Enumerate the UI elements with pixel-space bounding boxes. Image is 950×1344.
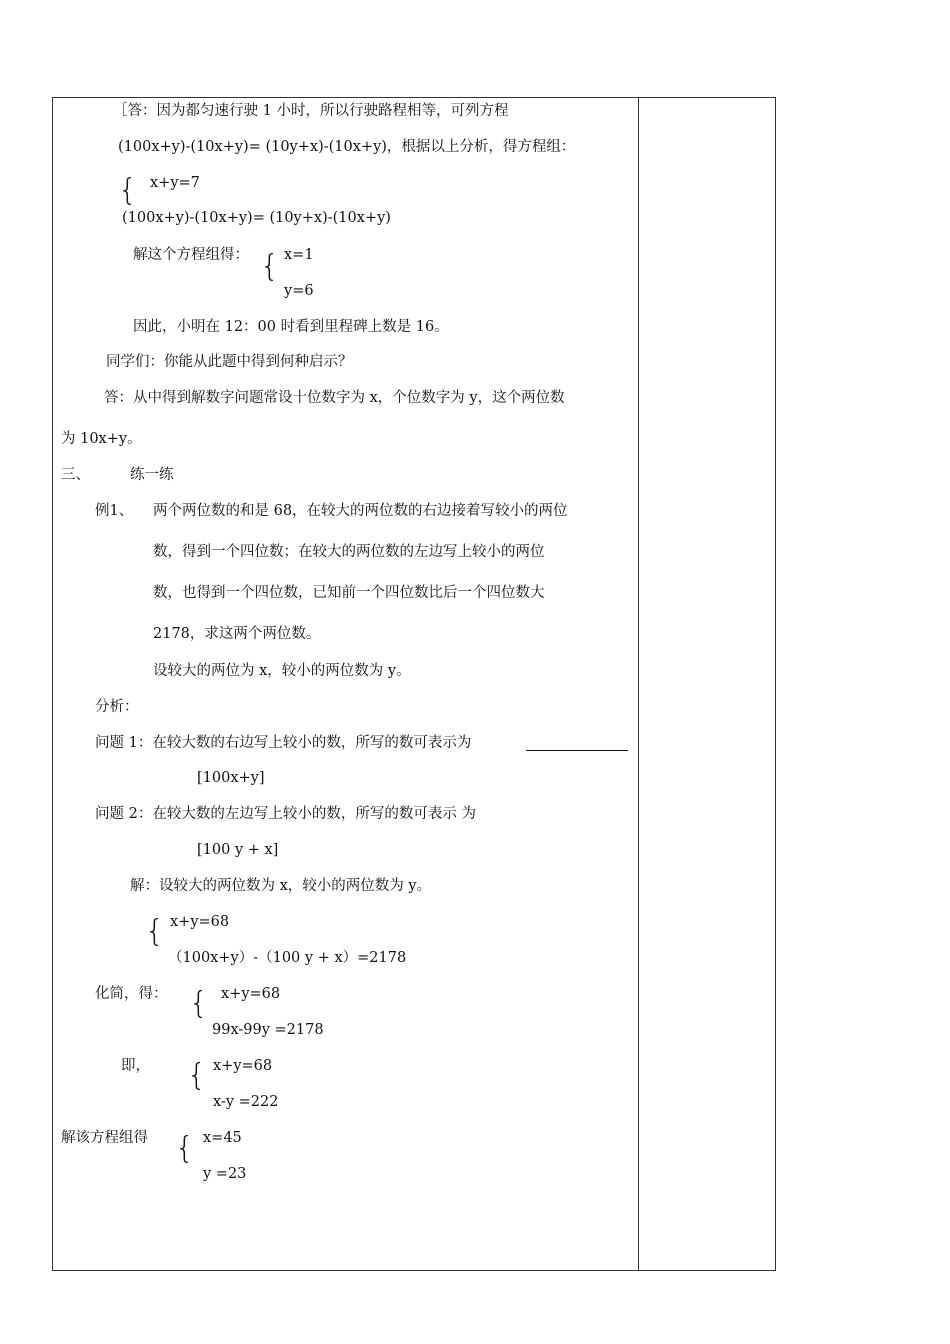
conclusion: 因此，小明在 12：00 时看到里程碑上数是 16。 xyxy=(133,319,449,335)
analysis-q2: 问题 2：在较大数的左边写上较小的数，所写的数可表示 为 xyxy=(95,806,476,822)
system3-eq2: 99x-99y =2178 xyxy=(212,1022,324,1038)
simplify-label: 化简，得： xyxy=(95,986,168,1002)
question: 同学们：你能从此题中得到何种启示？ xyxy=(106,354,353,370)
system3-brace: { xyxy=(189,986,209,1021)
solve-label: 解这个方程组得： xyxy=(133,247,249,263)
analysis-q1-answer: [100x+y] xyxy=(197,770,265,786)
system2-brace: { xyxy=(145,914,165,949)
q1-blank-line xyxy=(526,750,628,751)
system5-eq1: x=45 xyxy=(203,1130,242,1146)
example1-line-2: 数，得到一个四位数；在较大的两位数的左边写上较小的两位 xyxy=(153,544,545,560)
analysis-label: 分析： xyxy=(95,699,139,715)
reply-line-1: 答：从中得到解数字问题常设十位数字为 x，个位数字为 y，这个两位数 xyxy=(104,390,565,406)
system1-eq2: (100x+y)-(10x+y)= (10y+x)-(10x+y) xyxy=(122,210,391,226)
section3-title: 练一练 xyxy=(130,467,174,483)
ie-label: 即， xyxy=(121,1058,150,1074)
answer-line-1: ［答：因为都匀速行驶 1 小时，所以行驶路程相等，可列方程 xyxy=(113,103,509,119)
table-frame xyxy=(52,97,776,1271)
system4-eq2: x-y =222 xyxy=(213,1094,279,1110)
reply-line-2: 为 10x+y。 xyxy=(61,431,142,447)
system3-eq1: x+y=68 xyxy=(221,986,281,1002)
section3-number: 三、 xyxy=(61,467,90,483)
solution-setup: 解：设较大的两位数为 x，较小的两位数为 y。 xyxy=(130,878,432,894)
system4-brace: { xyxy=(187,1058,207,1093)
system2-eq2: （100x+y）-（100 y + x）=2178 xyxy=(168,950,407,966)
system1-eq1: x+y=7 xyxy=(150,175,200,191)
solution1-brace: { xyxy=(260,249,280,284)
example1-setup: 设较大的两位为 x，较小的两位数为 y。 xyxy=(153,663,411,679)
solution1-y: y=6 xyxy=(284,283,314,299)
example1-line-1: 两个两位数的和是 68，在较大的两位数的右边接着写较小的两位 xyxy=(153,503,568,519)
system5-brace: { xyxy=(175,1131,195,1166)
example1-line-3: 数，也得到一个四位数，已知前一个四位数比后一个四位数大 xyxy=(153,585,545,601)
system2-eq1: x+y=68 xyxy=(170,914,230,930)
example1-label: 例1、 xyxy=(95,503,134,519)
analysis-q2-answer: [100 y + x] xyxy=(197,842,279,858)
system5-eq2: y =23 xyxy=(203,1166,247,1182)
answer-line-2: (100x+y)-(10x+y)= (10y+x)-(10x+y)，根据以上分析，得方程组： xyxy=(118,139,576,155)
solution1-x: x=1 xyxy=(284,247,314,263)
final-label: 解该方程组得 xyxy=(61,1130,148,1146)
analysis-q1: 问题 1：在较大数的右边写上较小的数，所写的数可表示为 xyxy=(95,735,472,751)
example1-line-4: 2178，求这两个两位数。 xyxy=(153,626,321,642)
system1-brace: { xyxy=(118,173,138,208)
system4-eq1: x+y=68 xyxy=(213,1058,273,1074)
column-divider xyxy=(638,97,639,1271)
